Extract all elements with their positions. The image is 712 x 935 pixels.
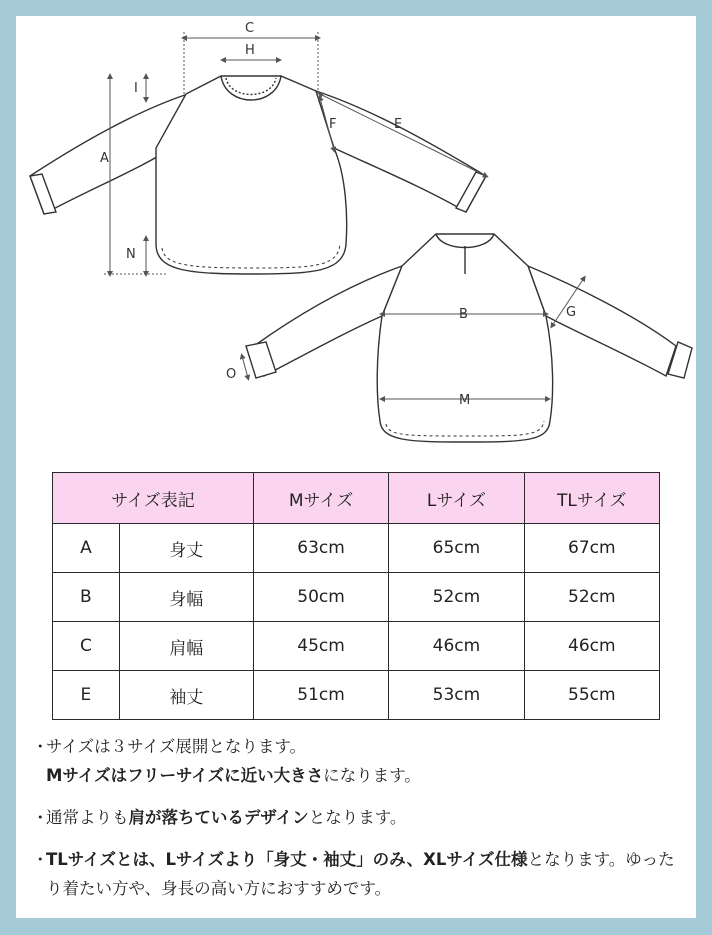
cell-l: 46cm (389, 622, 524, 671)
cell-m: 63cm (253, 524, 388, 573)
cell-l: 53cm (389, 671, 524, 720)
header-m: Mサイズ (253, 473, 388, 524)
notes (32, 732, 688, 916)
cell-m: 51cm (253, 671, 388, 720)
header-size-label: サイズ表記 (53, 473, 254, 524)
row-key: B (53, 573, 120, 622)
row-name: 身丈 (119, 524, 253, 573)
cell-tl: 52cm (524, 573, 659, 622)
note-text: となります。ゆったり着たい方や、身長の高い方におすすめです。 (46, 850, 675, 898)
header-l: Lサイズ (389, 473, 524, 524)
size-guide-card (16, 16, 696, 918)
header-tl: TLサイズ (524, 473, 659, 524)
dim-label-I: I (134, 81, 138, 96)
dim-label-C: C (245, 21, 255, 36)
garment-illustration (16, 16, 696, 466)
note-bold: 肩が落ちているデザイン (128, 808, 309, 827)
dim-label-H: H (245, 43, 255, 58)
table-header-row (53, 473, 660, 524)
cell-tl: 46cm (524, 622, 659, 671)
note-item (32, 845, 688, 903)
dim-label-O: O (226, 367, 237, 382)
row-name: 身幅 (119, 573, 253, 622)
cell-m: 45cm (253, 622, 388, 671)
row-key: E (53, 671, 120, 720)
note-item (32, 732, 688, 790)
dim-label-G: G (566, 305, 577, 320)
row-key: C (53, 622, 120, 671)
size-table (52, 472, 660, 720)
note-bold: TLサイズとは、Lサイズより「身丈・袖丈」のみ、XLサイズ仕様 (46, 850, 528, 869)
note-text: になります。 (323, 766, 421, 785)
cell-m: 50cm (253, 573, 388, 622)
bullet: ・ (32, 850, 49, 869)
bullet: ・ (32, 737, 49, 756)
row-name: 袖丈 (119, 671, 253, 720)
bullet: ・ (32, 808, 49, 827)
row-key: A (53, 524, 120, 573)
dim-label-M: M (459, 393, 471, 408)
dim-label-A: A (100, 151, 109, 166)
cell-tl: 67cm (524, 524, 659, 573)
table-row (53, 622, 660, 671)
dim-label-E: E (394, 117, 403, 132)
cell-l: 52cm (389, 573, 524, 622)
dim-label-N: N (126, 247, 136, 262)
front-view (30, 76, 486, 274)
garment-diagram (16, 16, 696, 466)
note-text: サイズは３サイズ展開となります。 (46, 737, 307, 756)
note-text: となります。 (308, 808, 407, 827)
note-item (32, 803, 688, 832)
table-row (53, 671, 660, 720)
cell-tl: 55cm (524, 671, 659, 720)
cell-l: 65cm (389, 524, 524, 573)
note-text: 通常よりも (46, 808, 129, 827)
row-name: 肩幅 (119, 622, 253, 671)
note-bold: Mサイズはフリーサイズに近い大きさ (46, 766, 324, 785)
table-row (53, 573, 660, 622)
dim-label-B: B (459, 307, 468, 322)
table-row (53, 524, 660, 573)
dim-label-F: F (329, 117, 337, 132)
